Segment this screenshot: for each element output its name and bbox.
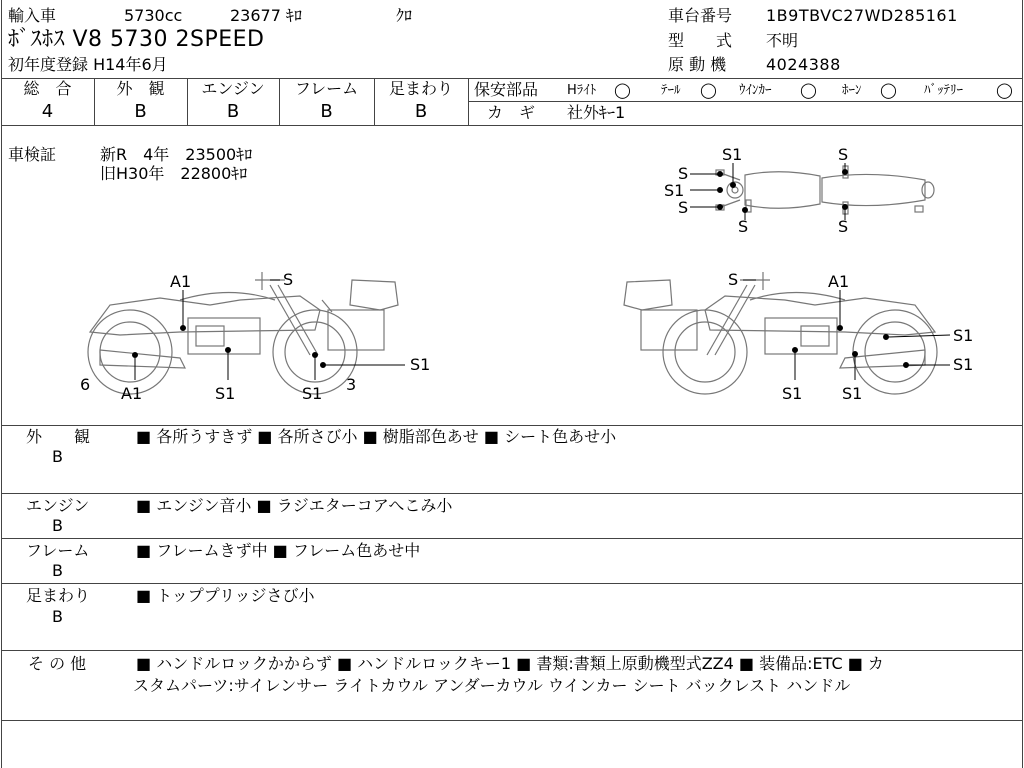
circle-icon: ◯ bbox=[614, 81, 631, 99]
safety-item-horn: ﾎｰﾝ bbox=[842, 83, 862, 98]
key-value: 社外ｷｰ1 bbox=[567, 103, 626, 122]
circle-icon: ◯ bbox=[880, 81, 897, 99]
mark-top-s1: S1 bbox=[722, 145, 743, 164]
safety-item-headlight: Hﾗｲﾄ bbox=[567, 83, 597, 98]
details-sep-line bbox=[1, 493, 1023, 494]
circle-icon: ◯ bbox=[800, 81, 817, 99]
grade-label-total: 総 合 bbox=[23, 79, 72, 98]
detail-engine-text: ■ エンジン音小 ■ ラジエターコアへこみ小 bbox=[136, 496, 453, 515]
grade-value-engine: B bbox=[226, 101, 240, 122]
grade-label-engine: エンジン bbox=[201, 79, 265, 98]
engine-no-label: 原 動 機 bbox=[668, 55, 727, 74]
mark-top-s-upper: S bbox=[678, 164, 689, 183]
inspection-label: 車検証 bbox=[8, 145, 57, 164]
mark-top-s1-left: S1 bbox=[664, 181, 685, 200]
import-label: 輸入車 bbox=[8, 6, 57, 25]
mark-left-a1: A1 bbox=[170, 272, 192, 291]
mark-top-s-bottom-rear: S bbox=[838, 217, 849, 236]
engine-no-value: 4024388 bbox=[766, 55, 841, 74]
detail-suspension-title: 足まわり bbox=[26, 586, 91, 605]
detail-exterior-text: ■ 各所うすきず ■ 各所さび小 ■ 樹脂部色あせ ■ シート色あせ小 bbox=[136, 427, 617, 446]
mark-right-s1-exhaust: S1 bbox=[842, 384, 863, 403]
mark-left-s1-engine: S1 bbox=[215, 384, 236, 403]
detail-exterior-title: 外 観 bbox=[26, 427, 91, 446]
detail-frame-title: フレーム bbox=[26, 541, 90, 560]
detail-exterior-grade: B bbox=[52, 447, 63, 466]
safety-title: 保安部品 bbox=[474, 80, 539, 99]
mark-left-6: 6 bbox=[80, 375, 91, 394]
mark-left-s1-fork: S1 bbox=[302, 384, 323, 403]
detail-frame-text: ■ フレームきず中 ■ フレーム色あせ中 bbox=[136, 541, 421, 560]
mileage-value: 23677 ｷﾛ bbox=[230, 6, 302, 25]
safety-item-battery: ﾊﾞｯﾃﾘｰ bbox=[924, 83, 963, 98]
mark-top-s: S bbox=[838, 145, 849, 164]
key-label: カ ギ bbox=[487, 103, 536, 122]
frame-no-value: 1B9TBVC27WD285161 bbox=[766, 6, 958, 25]
detail-engine-title: エンジン bbox=[26, 496, 90, 515]
grade-label-frame: フレーム bbox=[294, 79, 359, 98]
frame-no-label: 車台番号 bbox=[668, 6, 733, 25]
mark-right-s1-lower: S1 bbox=[953, 355, 974, 374]
grade-value-exterior: B bbox=[134, 101, 147, 122]
mark-left-3: 3 bbox=[346, 375, 357, 394]
mark-right-s: S bbox=[728, 270, 739, 289]
details-top-line bbox=[1, 425, 1023, 426]
mark-left-s: S bbox=[283, 270, 294, 289]
type-value: 不明 bbox=[766, 31, 799, 50]
detail-other-title: そ の 他 bbox=[28, 654, 87, 673]
grade-label-suspension: 足まわり bbox=[388, 79, 453, 98]
mark-left-a1-bottom: A1 bbox=[121, 384, 143, 403]
details-bottom-line bbox=[1, 720, 1023, 721]
grade-value-frame: B bbox=[320, 101, 333, 122]
grade-sep bbox=[468, 78, 469, 125]
cc-value: 5730cc bbox=[124, 6, 183, 25]
circle-icon: ◯ bbox=[700, 81, 717, 99]
safety-item-winker: ｳｲﾝｶｰ bbox=[739, 83, 772, 98]
circle-icon: ◯ bbox=[996, 81, 1013, 99]
first-registration: 初年度登録 H14年6月 bbox=[8, 55, 168, 74]
detail-engine-grade: B bbox=[52, 516, 63, 535]
type-label: 型 式 bbox=[668, 31, 733, 50]
mark-top-s-bottom: S bbox=[738, 217, 749, 236]
inspection-old: 旧H30年 22800ｷﾛ bbox=[100, 164, 248, 183]
detail-frame-grade: B bbox=[52, 561, 63, 580]
safety-item-tail: ﾃｰﾙ bbox=[661, 83, 681, 98]
inspection-new: 新R 4年 23500ｷﾛ bbox=[100, 145, 253, 164]
details-sep-line bbox=[1, 583, 1023, 584]
grade-label-exterior: 外 観 bbox=[116, 79, 165, 98]
damage-diagram bbox=[0, 126, 1024, 424]
color-value: ｸﾛ bbox=[396, 6, 413, 25]
motorcycle-top-view-icon bbox=[716, 166, 934, 214]
details-sep-line bbox=[1, 538, 1023, 539]
grade-value-total: 4 bbox=[41, 101, 54, 122]
mark-right-s1-upper: S1 bbox=[953, 326, 974, 345]
mark-right-a1: A1 bbox=[828, 272, 850, 291]
detail-suspension-grade: B bbox=[52, 607, 63, 626]
mark-top-s-lower: S bbox=[678, 198, 689, 217]
mark-right-s1-engine: S1 bbox=[782, 384, 803, 403]
detail-other-text-cont: スタムパーツ:サイレンサー ライトカウル アンダーカウル ウインカー シート バックレスト ハンドル bbox=[133, 676, 851, 695]
detail-other-text: ■ ハンドルロックかからず ■ ハンドルロックキー1 ■ 書類:書類上原動機型式ZZ4 ■ 装備品:ETC ■ カ bbox=[136, 654, 884, 673]
safety-mid-line bbox=[468, 101, 1023, 102]
model-name: ﾎﾞｽﾎｽ V8 5730 2SPEED bbox=[8, 27, 265, 52]
motorcycle-right-view-icon bbox=[624, 272, 937, 394]
mark-left-s1-wheel: S1 bbox=[410, 355, 431, 374]
details-sep-line bbox=[1, 650, 1023, 651]
grade-value-suspension: B bbox=[414, 101, 428, 122]
detail-suspension-text: ■ トッププリッジさび小 bbox=[136, 586, 315, 605]
